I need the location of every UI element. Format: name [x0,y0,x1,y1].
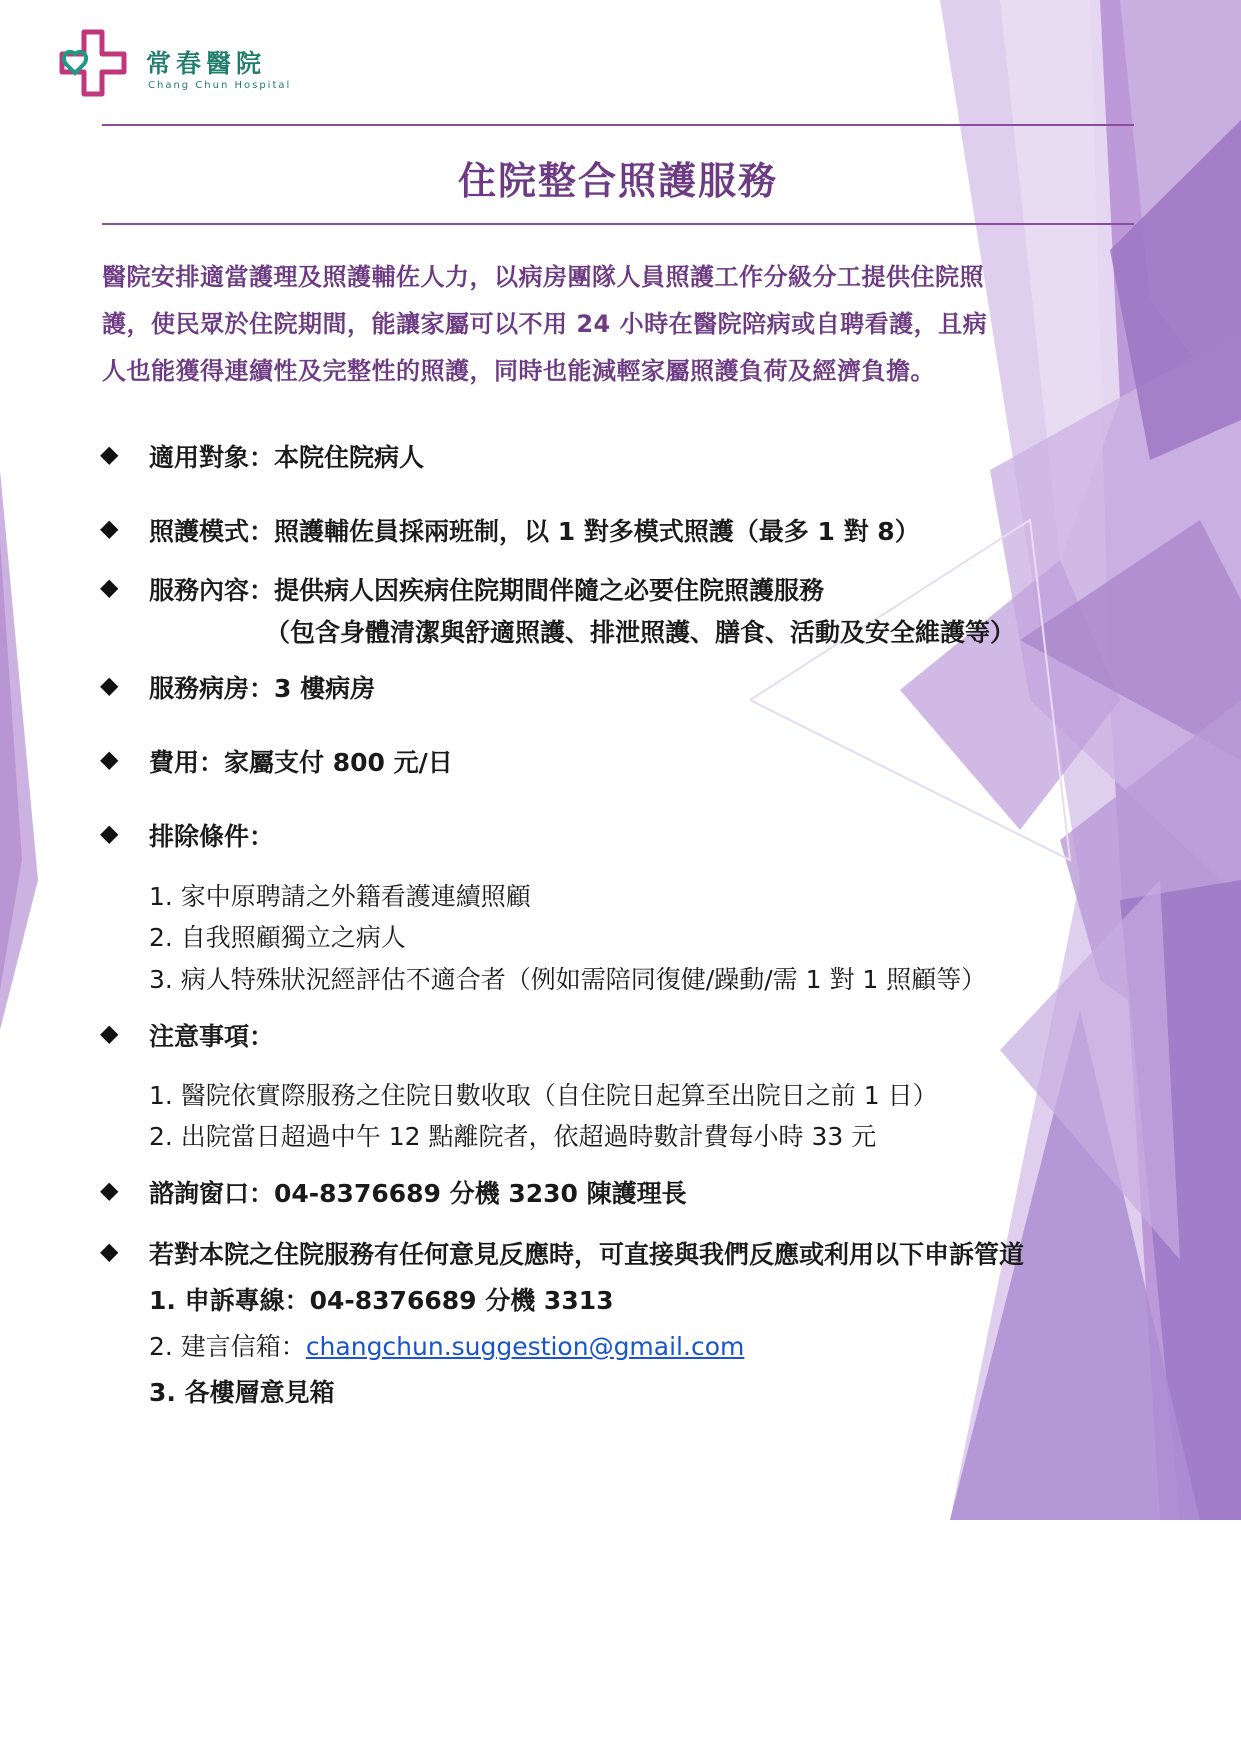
exclusion-list-item: 2. 自我照顧獨立之病人 [149,923,406,952]
feedback-email-line [149,1327,744,1363]
target-item: 適用對象：本院住院病人 [149,443,425,472]
care-mode-item: 照護模式：照護輔佐員採兩班制，以 1 對多模式照護（最多 1 對 8） [149,517,920,546]
intro-paragraph [102,254,1142,395]
diamond-bullet-icon: ◆ [100,1176,119,1204]
notes-heading: 注意事項： [149,1022,275,1051]
service-content-item: 服務內容：提供病人因疾病住院期間伴隨之必要住院照護服務 [149,576,825,605]
service-content-detail: （包含身體清潔與舒適照護、排泄照護、膳食、活動及安全維護等） [265,618,1016,647]
diamond-bullet-icon: ◆ [100,514,119,542]
title-divider [102,223,1134,225]
cross-heart-logo-icon [58,28,138,100]
feedback-email-link[interactable]: changchun.suggestion@gmail.com [305,1332,745,1361]
diamond-bullet-icon: ◆ [100,573,119,601]
intro-line: 護，使民眾於住院期間，能讓家屬可以不用 24 小時在醫院陪病或自聘看護，且病 [102,310,988,338]
exclusion-list-item: 3. 病人特殊狀況經評估不適合者（例如需陪同復健/躁動/需 1 對 1 照顧等） [149,965,987,994]
diamond-bullet-icon: ◆ [100,440,119,468]
intro-line: 醫院安排適當護理及照護輔佐人力，以病房團隊人員照護工作分級分工提供住院照 [102,263,984,291]
diamond-bullet-icon: ◆ [100,1019,119,1047]
feedback-box: 3. 各樓層意見箱 [149,1378,335,1407]
logo-english-name: Chang Chun Hospital [148,80,292,91]
page-title: 住院整合照護服務 [457,159,778,203]
diamond-bullet-icon: ◆ [100,819,119,847]
intro-line: 人也能獲得連續性及完整性的照護，同時也能減輕家屬照護負荷及經濟負擔。 [102,357,935,385]
hospital-logo [58,28,308,108]
feedback-item: 若對本院之住院服務有任何意見反應時，可直接與我們反應或利用以下申訴管道 [149,1240,1025,1269]
exclusion-list-item: 1. 家中原聘請之外籍看護連續照顧 [149,882,531,911]
diamond-bullet-icon: ◆ [100,671,119,699]
feedback-hotline: 1. 申訴專線：04-8376689 分機 3313 [149,1286,614,1315]
feedback-email-label: 2. 建言信箱： [149,1332,306,1361]
logo-chinese-name: 常春醫院 [146,49,267,78]
notes-list-item: 2. 出院當日超過中午 12 點離院者，依超過時數計費每小時 33 元 [149,1122,877,1151]
ward-item: 服務病房：3 樓病房 [149,674,376,703]
diamond-bullet-icon: ◆ [100,745,119,773]
top-divider [102,124,1134,126]
notes-list-item: 1. 醫院依實際服務之住院日數收取（自住院日起算至出院日之前 1 日） [149,1081,938,1110]
contact-item: 諮詢窗口：04-8376689 分機 3230 陳護理長 [149,1179,687,1208]
exclusion-heading: 排除條件： [149,822,275,851]
diamond-bullet-icon: ◆ [100,1237,119,1265]
fee-item: 費用：家屬支付 800 元/日 [149,748,453,777]
